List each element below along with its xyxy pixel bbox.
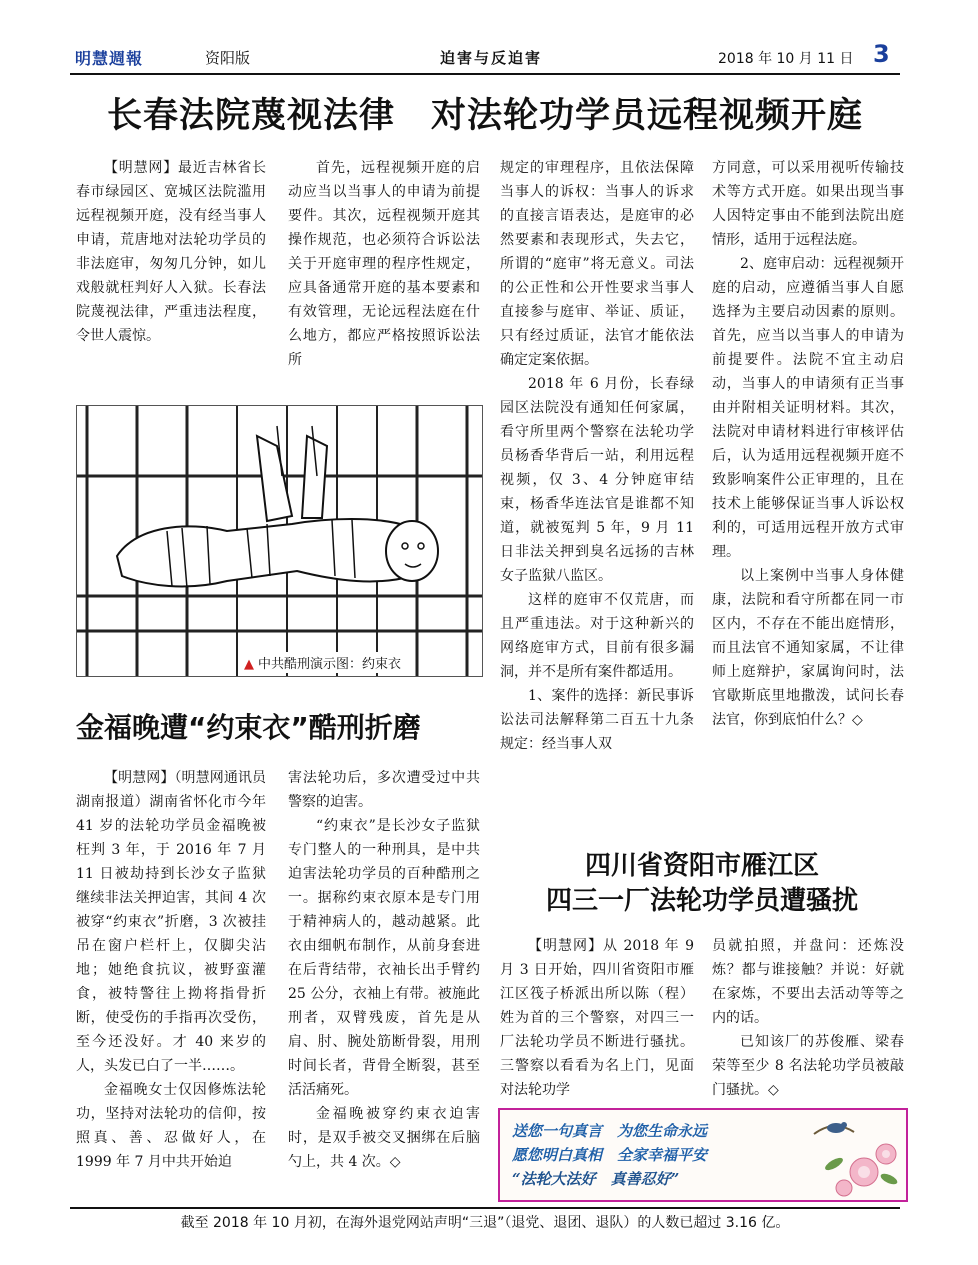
article1-column-4 — [712, 156, 904, 732]
masthead-edition: 资阳版 — [205, 49, 251, 67]
torture-illustration — [76, 405, 483, 677]
main-headline: 长春法院蔑视法律 对法轮功学员远程视频开庭 — [106, 96, 863, 136]
article1-column-1 — [76, 156, 266, 348]
article3-headline-line1: 四川省资阳市雁江区 — [584, 851, 819, 881]
article1-column-2 — [288, 156, 480, 372]
issue-date: 2018 年 10 月 11 日 — [718, 51, 854, 67]
paragraph: 已知该厂的苏俊雁、梁春荣等至少 8 名法轮功学员被敲门骚扰。◇ — [712, 1034, 904, 1098]
paragraph: 1、案件的选择：新民事诉讼法司法解释第二百五十九条规定：经当事人双 — [500, 688, 694, 752]
banner-line-1: 送您一句真言 为您生命永远 — [512, 1122, 708, 1140]
section-title: 迫害与反迫害 — [440, 49, 543, 67]
masthead-brand: 明慧週報 — [75, 49, 144, 68]
footer-notice: 截至 2018 年 10 月初，在海外退党网站声明“三退”（退党、退团、退队）的人数已超过 3.16 亿。 — [180, 1215, 790, 1231]
flower-bird-icon — [794, 1114, 904, 1198]
header-divider — [70, 73, 900, 75]
illustration-caption — [240, 652, 405, 673]
paragraph: 2、庭审启动：远程视频开庭的启动，应遵循当事人自愿选择为主要启动因素的原则。首先，应当以当事人的申请为前提要件。法院不宜主动启动，当事人的申请须有正当事由并附相关证明材料。其次，法院对申请材料进行审核评估后，认为适用远程视频开庭不致影响案件公正审理的，且在技术上能够保证当事人诉讼权利的，可适用远程开放方式审理。 — [712, 256, 904, 560]
paragraph: 【明慧网】从 2018 年 9 月 3 日开始，四川省资阳市雁江区筏子桥派出所以陈（程）姓为首的三个警察，对四三一厂法轮功学员不断进行骚扰。三警察以看看为名上门，见面对法轮功学 — [500, 938, 694, 1098]
article3-headline-line2: 四三一厂法轮功学员遭骚扰 — [545, 886, 858, 916]
page-number: 3 — [873, 40, 890, 68]
banner-line-2: 愿您明白真相 全家幸福平安 — [512, 1146, 708, 1164]
paragraph: 首先，远程视频开庭的启动应当以当事人的申请为前提要件。其次，远程视频开庭其操作规范，也必须符合诉讼法关于开庭审理的程序性规定，应具备通常开庭的基本要素和有效管理，无论远程法庭在什么地方，都应严格按照诉讼法所 — [288, 160, 480, 368]
article2-column-1 — [76, 766, 266, 1174]
paragraph: 2018 年 6 月份，长春绿园区法院没有通知任何家属，看守所里两个警察在法轮功学员杨香华背后一站，利用远程视频，仅 3、4 分钟庭审结束，杨香华连法官是谁都不知道，就被冤判 5 年，9 月 11 日非法关押到臭名远扬的吉林女子监狱八监区。 — [500, 376, 694, 584]
article3-column-2 — [712, 934, 904, 1102]
paragraph: 以上案例中当事人身体健康，法院和看守所都在同一市区内，不存在不能出庭情形，而且法官不通知家属，不让律师上庭辩护，家属询问时，法官歇斯底里地撒泼，试问长春法官，你到底怕什么？◇ — [712, 568, 904, 728]
triangle-icon: ▲ — [244, 657, 254, 672]
banner-line-3: “法轮大法好 真善忍好” — [512, 1170, 680, 1188]
paragraph: 害法轮功后，多次遭受过中共警察的迫害。 — [288, 770, 480, 810]
article2-headline: 金福晚遭“约束衣”酷刑折磨 — [76, 711, 421, 744]
article3-column-1 — [500, 934, 694, 1102]
paragraph: “约束衣”是长沙女子监狱专门整人的一种刑具，是中共迫害法轮功学员的百种酷刑之一。据称约束衣原本是专门用于精神病人的，越动越紧。此衣由细帆布制作，从前身套进在后背结带，衣袖长出手臂约 25 公分，衣袖上有带。被施此刑者，双臂残废，首先是从肩、肘、腕处筋断骨裂，用刑时间长者，背骨全断裂，甚至活活痛死。 — [288, 818, 480, 1098]
truth-banner — [498, 1108, 908, 1202]
article1-column-3 — [500, 156, 694, 756]
straitjacket-drawing — [77, 406, 482, 676]
caption-text: 中共酷刑演示图：约束衣 — [258, 657, 402, 672]
paragraph: 方同意，可以采用视听传输技术等方式开庭。如果出现当事人因特定事由不能到法院出庭情形，适用于远程法庭。 — [712, 160, 904, 248]
paragraph: 规定的审理程序，且依法保障当事人的诉权：当事人的诉求的直接言语表达，是庭审的必然要素和表现形式，失去它，所谓的“庭审”将无意义。司法的公正性和公开性要求当事人直接参与庭审、举证、质证，只有经过质证，法官才能依法确定定案依据。 — [500, 160, 694, 368]
article2-column-2 — [288, 766, 480, 1174]
footer-divider — [70, 1207, 900, 1209]
paragraph: 员就拍照，并盘问：还炼没炼？都与谁接触？并说：好就在家炼，不要出去活动等等之内的话。 — [712, 938, 904, 1026]
paragraph: 金福晚被穿约束衣迫害时，是双手被交叉捆绑在后脑勺上，共 4 次。◇ — [288, 1106, 480, 1170]
paragraph: 【明慧网】（明慧网通讯员湖南报道）湖南省怀化市今年 41 岁的法轮功学员金福晚被枉判 3 年，于 2016 年 7 月 11 日被劫持到长沙女子监狱继续非法关押迫害，其间 4 次被穿“约束衣”折磨，3 次被挂吊在窗户栏杆上，仅脚尖沾地；她绝食抗议，被野蛮灌食，被特警往上拗将指骨折断，使受伤的手指再次受伤，至今还没好。才 40 来岁的人，头发已白了一半……。 — [76, 770, 266, 1074]
paragraph: 【明慧网】最近吉林省长春市绿园区、宽城区法院滥用远程视频开庭，没有经当事人申请，荒唐地对法轮功学员的非法庭审，匆匆几分钟，如儿戏般就枉判好人入狱。长春法院蔑视法律，严重违法程度，令世人震惊。 — [76, 160, 266, 344]
paragraph: 这样的庭审不仅荒唐，而且严重违法。对于这种新兴的网络庭审方式，目前有很多漏洞，并不是所有案件都适用。 — [500, 592, 694, 680]
paragraph: 金福晚女士仅因修炼法轮功，坚持对法轮功的信仰，按照真、善、忍做好人，在 1999 年 7 月中共开始迫 — [76, 1082, 266, 1170]
